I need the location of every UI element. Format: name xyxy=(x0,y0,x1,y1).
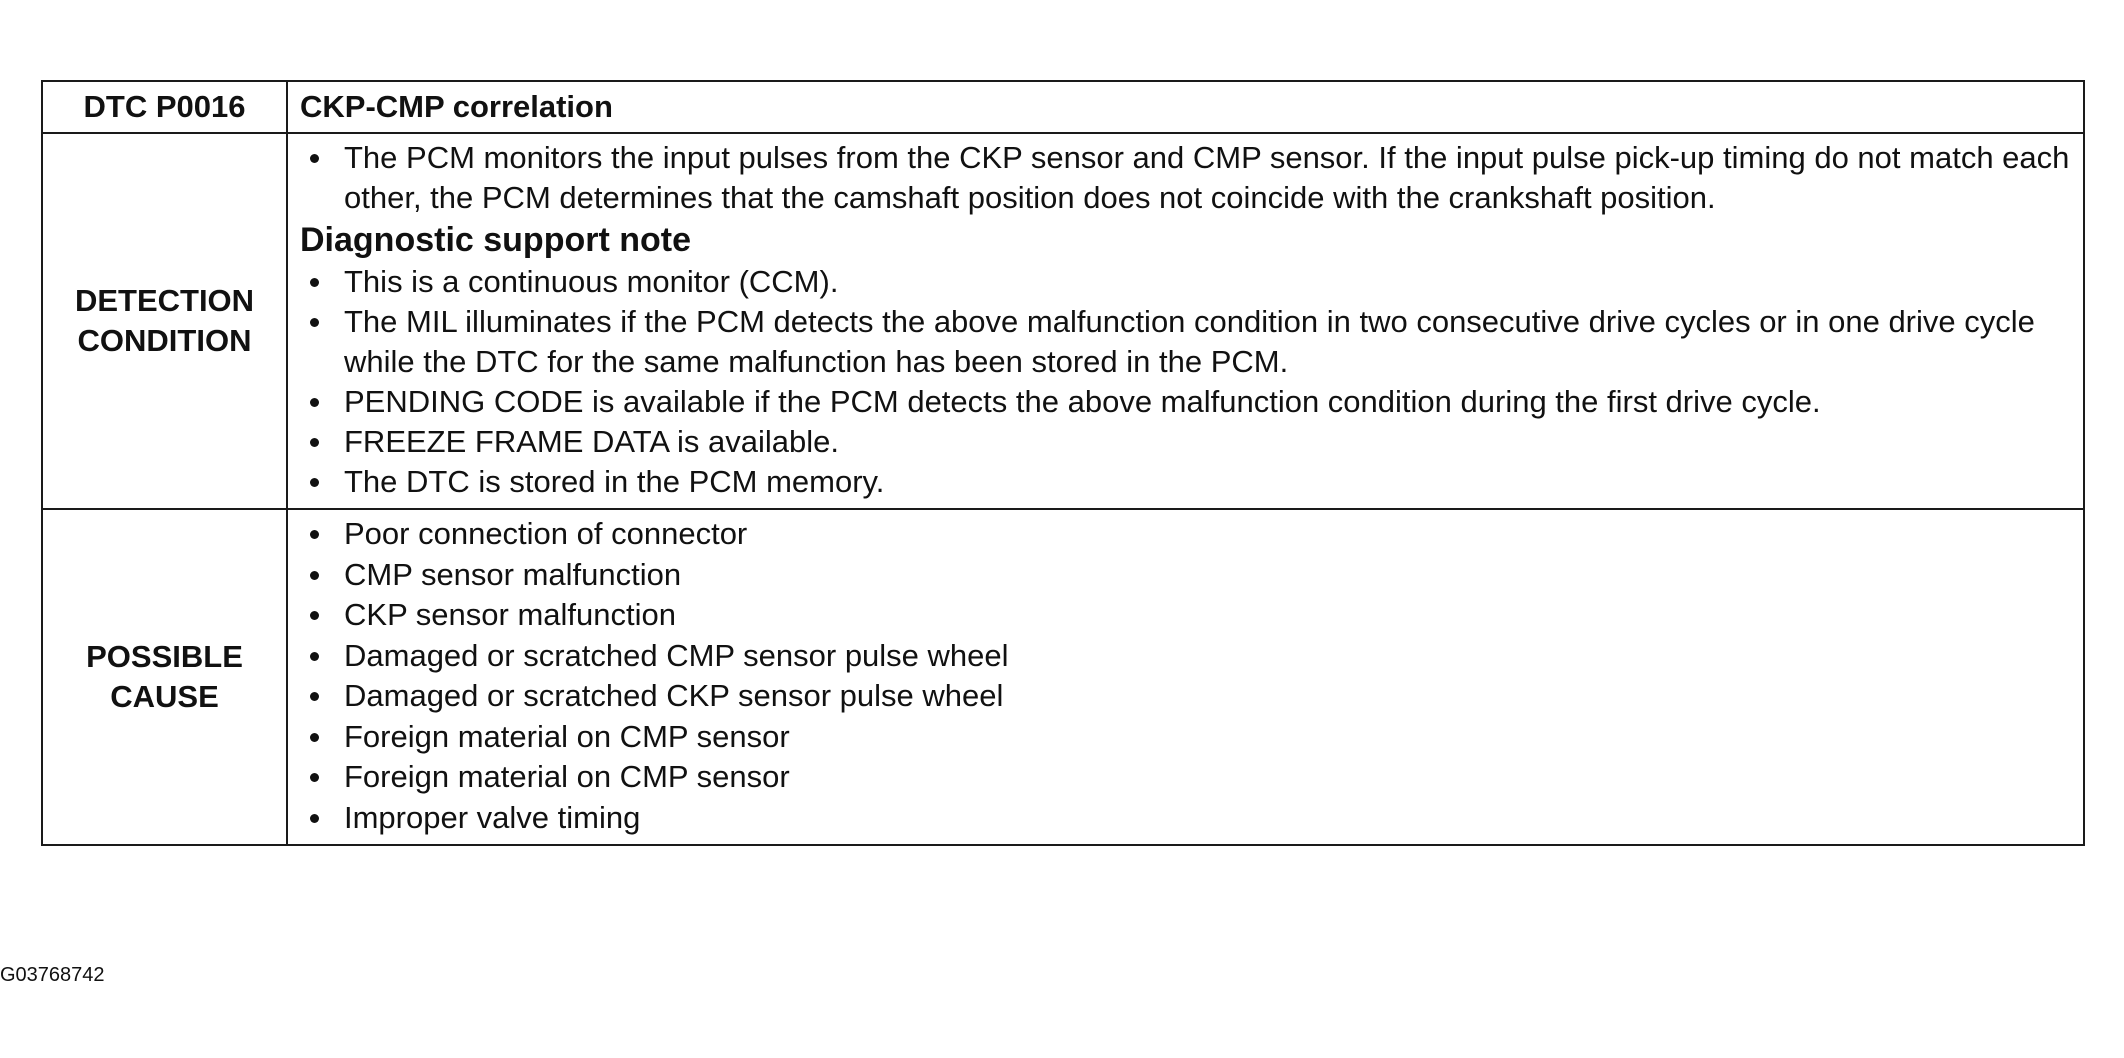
detection-condition-content xyxy=(287,133,2084,509)
detection-label-line1: DETECTION xyxy=(74,283,255,318)
list-item: The PCM monitors the input pulses from the CKP sensor and CMP sensor. If the input pulse pick-up timing do not match each other, the PCM determines that the camshaft position does not coincide with the crankshaft position. xyxy=(300,138,2073,218)
possible-cause-label-line2: CAUSE xyxy=(110,679,219,714)
possible-cause-content xyxy=(287,509,2084,845)
list-item: Damaged or scratched CKP sensor pulse wheel xyxy=(300,676,2073,717)
list-item: Improper valve timing xyxy=(300,798,2073,839)
header-row xyxy=(42,81,2084,133)
possible-cause-row xyxy=(42,509,2084,845)
list-item: Poor connection of connector xyxy=(300,514,2073,555)
figure-id: G03768742 xyxy=(0,964,105,986)
possible-cause-list xyxy=(300,514,2073,838)
list-item: Foreign material on CMP sensor xyxy=(300,717,2073,758)
possible-cause-label-line1: POSSIBLE xyxy=(86,639,243,674)
dtc-code: DTC P0016 xyxy=(42,81,287,133)
list-item: PENDING CODE is available if the PCM detects the above malfunction condition during the first drive cycle. xyxy=(300,382,2073,422)
list-item: CMP sensor malfunction xyxy=(300,555,2073,596)
list-item: This is a continuous monitor (CCM). xyxy=(300,262,2073,302)
list-item: CKP sensor malfunction xyxy=(300,595,2073,636)
detection-condition-label xyxy=(42,133,287,509)
list-item: Damaged or scratched CMP sensor pulse wheel xyxy=(300,636,2073,677)
detection-intro-list xyxy=(300,138,2073,218)
list-item: The DTC is stored in the PCM memory. xyxy=(300,462,2073,502)
list-item: FREEZE FRAME DATA is available. xyxy=(300,422,2073,462)
dtc-title: CKP-CMP correlation xyxy=(287,81,2084,133)
dtc-table xyxy=(41,80,2085,846)
possible-cause-label xyxy=(42,509,287,845)
diagnostic-support-list xyxy=(300,262,2073,502)
detection-condition-row xyxy=(42,133,2084,509)
list-item: The MIL illuminates if the PCM detects the above malfunction condition in two consecutive drive cycles or in one drive cycle while the DTC for the same malfunction has been stored in the PCM. xyxy=(300,302,2073,382)
diagnostic-support-heading: Diagnostic support note xyxy=(300,221,691,259)
detection-label-line2: CONDITION xyxy=(77,323,252,358)
list-item: Foreign material on CMP sensor xyxy=(300,757,2073,798)
